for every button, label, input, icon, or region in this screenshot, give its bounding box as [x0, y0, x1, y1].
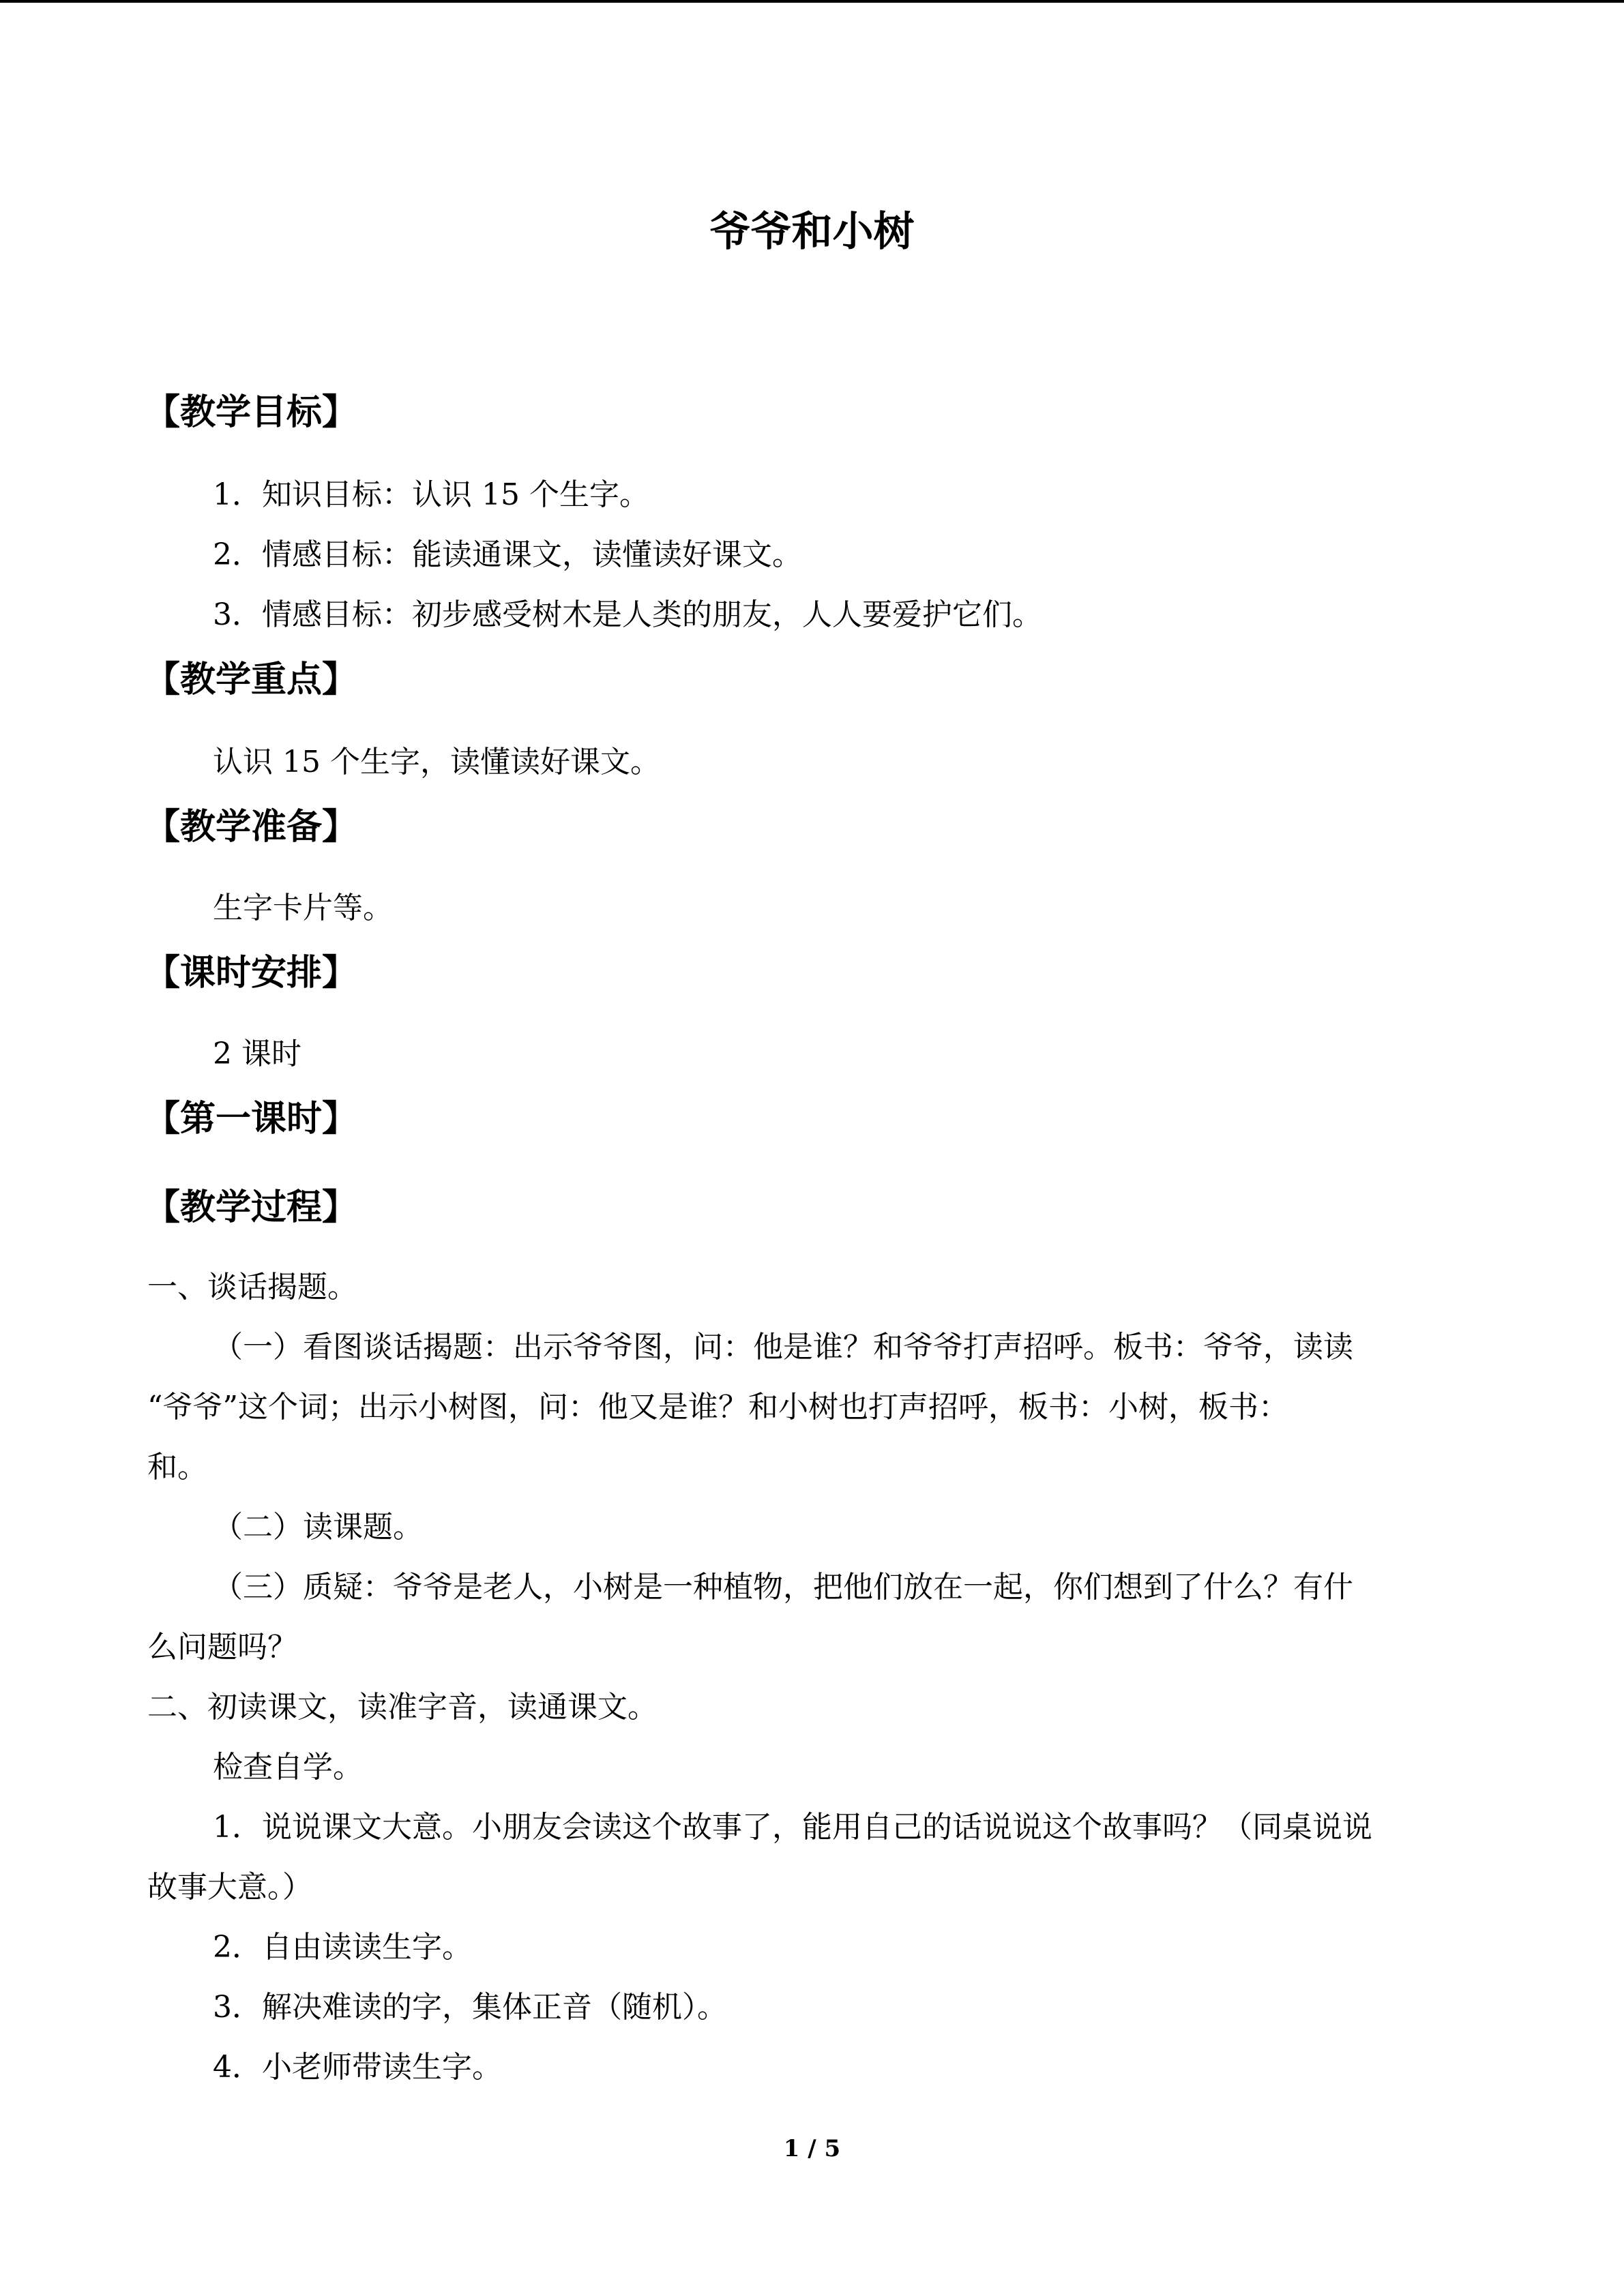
process-part1-p3-line2: 么问题吗？	[147, 1630, 297, 1665]
heading-preparation: 【教学准备】	[145, 807, 358, 848]
schedule-text: 2 课时	[213, 1037, 301, 1071]
key-points-text: 认识 15 个生字，读懂读好课文。	[213, 745, 660, 779]
process-part2-check: 检查自学。	[213, 1750, 363, 1785]
process-part1-p1-line3: 和。	[147, 1450, 207, 1485]
process-part1-p1-line2: “爷爷”这个词；出示小树图，问：他又是谁？和小树也打声招呼，板书：小树，板书：	[147, 1390, 1288, 1425]
page-top-border	[0, 0, 1624, 3]
document-title: 爷爷和小树	[709, 208, 915, 256]
process-part1-p3-line1: （三）质疑：爷爷是老人，小树是一种植物，把他们放在一起，你们想到了什么？有什	[213, 1570, 1353, 1605]
objective-item-1: 1．知识目标：认识 15 个生字。	[213, 477, 649, 512]
heading-schedule: 【课时安排】	[145, 953, 358, 994]
process-part2-step1-line2: 故事大意。）	[147, 1870, 312, 1905]
process-part2-step4: 4．小老师带读生字。	[213, 2050, 502, 2085]
preparation-text: 生字卡片等。	[213, 891, 393, 925]
process-part1-p2: （二）读课题。	[213, 1510, 423, 1545]
process-part2-step2: 2．自由读读生字。	[213, 1930, 472, 1965]
process-part1-p1-line1: （一）看图谈话揭题：出示爷爷图，问：他是谁？和爷爷打声招呼。板书：爷爷，读读	[213, 1330, 1353, 1365]
objective-item-2: 2．情感目标：能读通课文，读懂读好课文。	[213, 537, 802, 572]
heading-first-lesson: 【第一课时】	[145, 1099, 358, 1139]
process-part2-step1-line1: 1．说说课文大意。小朋友会读这个故事了，能用自己的话说说这个故事吗？（同桌说说	[213, 1810, 1372, 1845]
heading-process: 【教学过程】	[145, 1187, 358, 1228]
page-number: 1 / 5	[783, 2135, 841, 2162]
process-part1-title: 一、谈话揭题。	[147, 1270, 357, 1304]
process-part2-step3: 3．解决难读的字，集体正音（随机）。	[213, 1990, 727, 2025]
heading-objectives: 【教学目标】	[145, 392, 358, 433]
process-part2-title: 二、初读课文，读准字音，读通课文。	[147, 1690, 658, 1725]
heading-key-points: 【教学重点】	[145, 659, 358, 700]
objective-item-3: 3．情感目标：初步感受树木是人类的朋友，人人要爱护它们。	[213, 597, 1042, 632]
